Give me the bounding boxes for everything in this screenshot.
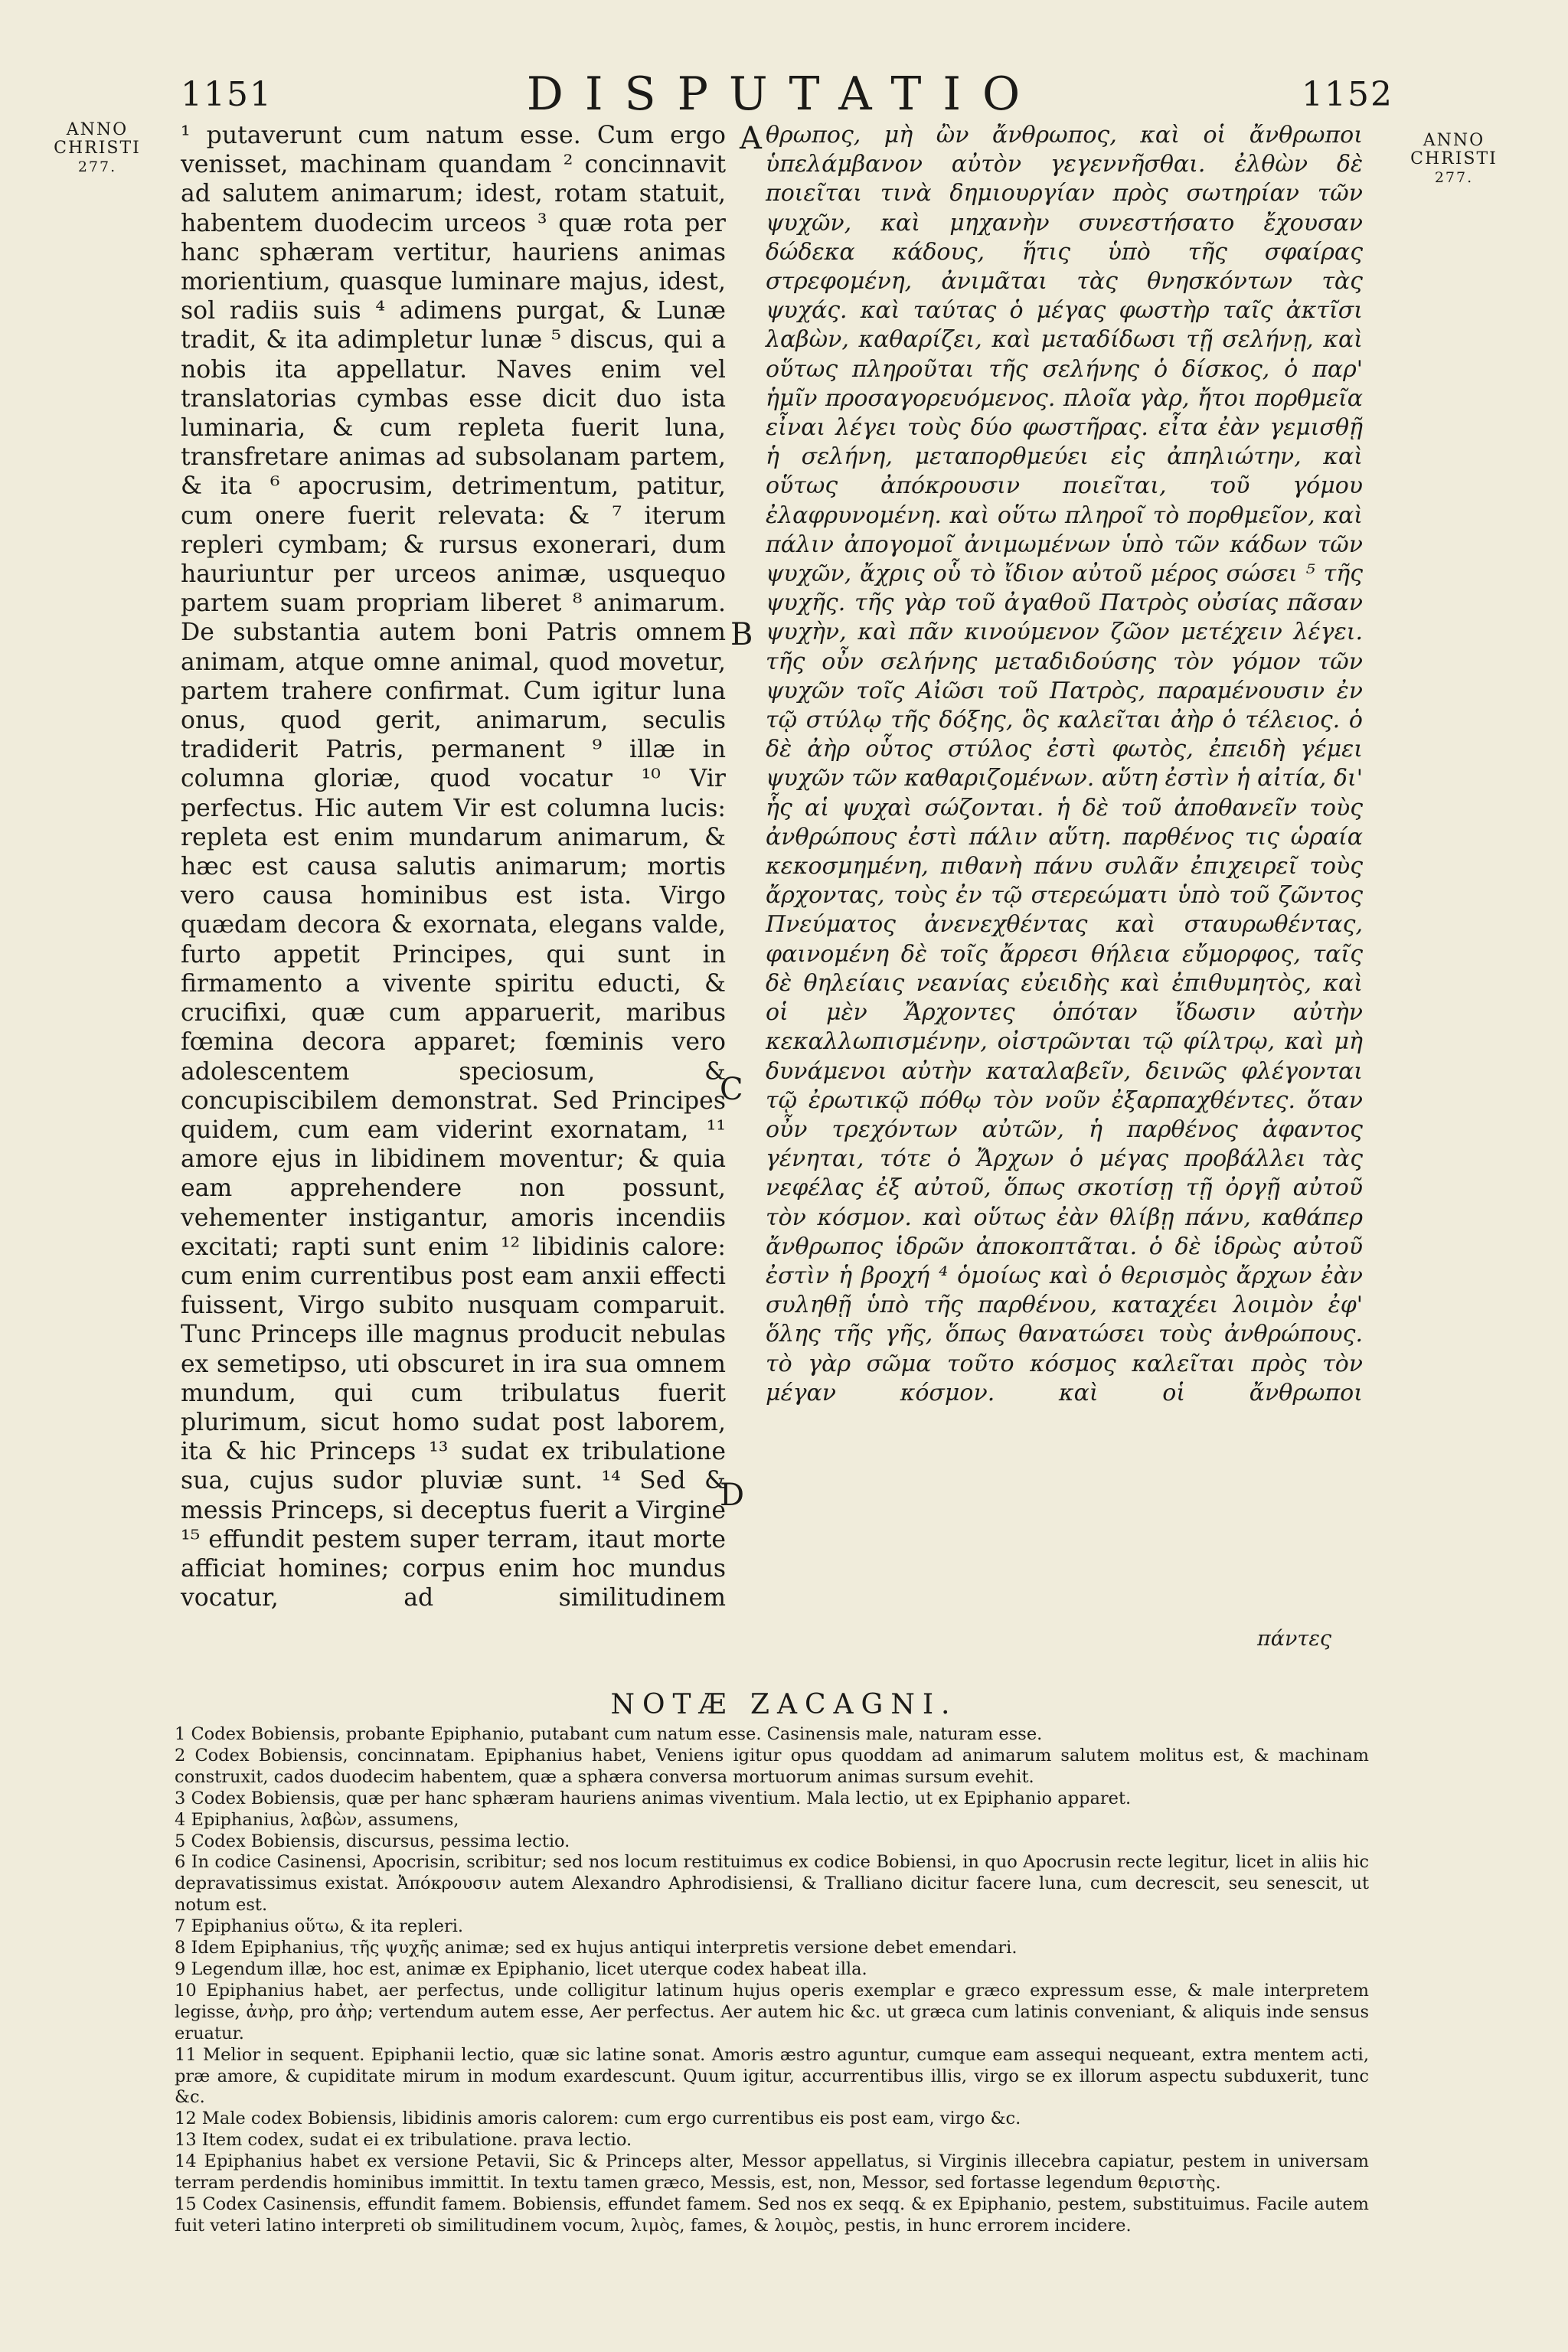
right-page-number: 1152: [1302, 75, 1393, 114]
left-page-number: 1151: [181, 75, 273, 114]
footnote: 11 Melior in sequent. Epiphanii lectio, quæ sic latine sonat. Amoris æstro aguntur, cumque eam assequi nequeant, extra mentem acti, præ amore, & cupiditate mirum in modum exardescunt. Quum igitur, accurrentibus illis, virgo se ex illorum aspectu subduxerit, tunc &c.: [175, 2044, 1369, 2108]
section-mark-c: C: [720, 1072, 743, 1107]
footnote: 10 Epiphanius habet, aer perfectus, unde colligitur latinum hujus operis exemplar e græco expressum esse, & male interpretem legisse, ἀνὴρ, pro ἀὴρ; vertendum autem esse, Aer perfectus. Aer autem hic &c. ut græca cum latinis conveniant, & aliquis inde sensus eruatur.: [175, 1980, 1369, 2043]
margin-anno: ANNO: [66, 120, 129, 139]
margin-year: 277.: [1434, 169, 1474, 186]
greek-text-column: [766, 121, 1363, 1408]
footnote: 6 In codice Casinensi, Apocrisin, scribitur; sed nos locum restituimus ex codice Bobiensi, in quo Apocrusin recte legitur, licet in aliis hic depravatissimus existat. Ἀπόκρουσιν autem Alexandro Aphrodisiensi, & Tralliano dicitur facere luna, cum decrescit, seu senescit, ut notum est.: [175, 1852, 1369, 1916]
left-margin-year-note: [47, 121, 147, 176]
footnote: 9 Legendum illæ, hoc est, animæ ex Epiphanio, licet uterque codex habeat illa.: [175, 1958, 867, 1979]
section-mark-b: B: [730, 617, 753, 652]
footnote: 15 Codex Casinensis, effundit famem. Bobiensis, effundet famem. Sed nos ex seqq. & ex Epiphanio, pestem, substituimus. Facile autem fuit veteri latino interpreti ob similitudinem vocum, λιμὸς, fames, & λοιμὸς, pestis, in hunc errorem incidere.: [175, 2194, 1369, 2236]
right-margin-year-note: [1396, 132, 1511, 187]
greek-paragraph: θρωπος, μὴ ὢν ἄνθρωπος, καὶ οἱ ἄνθρωποι ὑπελάμβανον αὐτὸν γεγεννῆσθαι. ἐλθὼν δὲ ποιεῖται τινὰ δημιουργίαν πρὸς σωτηρίαν τῶν ψυχῶν, καὶ μηχανὴν συνεστήσατο ἔχουσαν δώδεκα κάδους, ἥτις ὑπὸ τῆς σφαίρας στρεφομένη, ἀνιμᾶται τὰς θνησκόντων τὰς ψυχάς. καὶ ταύτας ὁ μέγας φωστὴρ ταῖς ἀκτῖσι λαβὼν, καθαρίζει, καὶ μεταδίδωσι τῇ σελήνῃ, καὶ οὕτως πληροῦται τῆς σελήνης ὁ δίσκος, ὁ παρ' ἡμῖν προσαγορευόμενος. πλοῖα γὰρ, ἤτοι πορθμεῖα εἶναι λέγει τοὺς δύο φωστῆρας. εἶτα ἐὰν γεμισθῇ ἡ σελήνη, μεταπορθμεύει εἰς ἀπηλιώτην, καὶ οὕτως ἀπόκρουσιν ποιεῖται, τοῦ γόμου ἐλαφρυνομένη. καὶ οὕτω πληροῖ τὸ πορθμεῖον, καὶ πάλιν ἀπογομοῖ ἀνιμωμένων ὑπὸ τῶν κάδων τῶν ψυχῶν, ἄχρις οὗ τὸ ἴδιον αὐτοῦ μέρος σώσει ⁵ τῆς ψυχῆς. τῆς γὰρ τοῦ ἀγαθοῦ Πατρὸς οὐσίας πᾶσαν ψυχὴν, καὶ πᾶν κινούμενον ζῶον μετέχειν λέγει. τῆς οὖν σελήνης μεταδιδούσης τὸν γόμον τῶν ψυχῶν τοῖς Αἰῶσι τοῦ Πατρὸς, παραμένουσιν ἐν τῷ στύλῳ τῆς δόξης, ὃς καλεῖται ἀὴρ ὁ τέλειος. ὁ δὲ ἀὴρ οὗτος στύλος ἐστὶ φωτὸς, ἐπειδὴ γέμει ψυχῶν τῶν καθαριζομένων. αὕτη ἐστὶν ἡ αἰτία, δι' ἧς αἱ ψυχαὶ σώζονται. ἡ δὲ τοῦ ἀποθανεῖν τοὺς ἀνθρώπους ἐστὶ πάλιν αὕτη. παρθένος τις ὡραία κεκοσμημένη, πιθανὴ πάνυ συλᾶν ἐπιχειρεῖ τοὺς ἄρχοντας, τοὺς ἐν τῷ στερεώματι ὑπὸ τοῦ ζῶντος Πνεύματος ἀνενεχθέντας καὶ σταυρωθέντας, φαινομένη δὲ τοῖς ἄρρεσι θήλεια εὔμορφος, ταῖς δὲ θηλείαις νεανίας εὐειδὴς καὶ ἐπιθυμητὸς, καὶ οἱ μὲν Ἄρχοντες ὁπόταν ἴδωσιν αὐτὴν κεκαλλωπισμένην, οἰστρῶνται τῷ φίλτρῳ, καὶ μὴ δυνάμενοι αὐτὴν καταλαβεῖν, δεινῶς φλέγονται τῷ ἐρωτικῷ πόθῳ τὸν νοῦν ἐξαρπαχθέντες. ὅταν οὖν τρεχόντων αὐτῶν, ἡ παρθένος ἀφαντος γένηται, τότε ὁ Ἄρχων ὁ μέγας προβάλλει τὰς νεφέλας ἐξ αὐτοῦ, ὅπως σκοτίσῃ τῇ ὀργῇ αὐτοῦ τὸν κόσμον. καὶ οὕτως ἐὰν θλίβῃ πάνυ, καθάπερ ἄνθρωπος ἱδρῶν ἀποκοπτᾶται. ὁ δὲ ἱδρὼς αὐτοῦ ἐστὶν ἡ βροχή ⁴ ὁμοίως καὶ ὁ θερισμὸς ἄρχων ἐὰν συληθῇ ὑπὸ τῆς παρθένου, καταχέει λοιμὸν ἐφ' ὅλης τῆς γῆς, ὅπως θανατώσει τοὺς ἀνθρώπους. τὸ γὰρ σῶμα τοῦτο κόσμος καλεῖται πρὸς τὸν μέγαν κόσμον. καὶ οἱ ἄνθρωποι: [766, 122, 1363, 1406]
margin-anno: ANNO: [1423, 131, 1485, 150]
margin-year: 277.: [77, 158, 117, 175]
section-mark-a: A: [740, 121, 762, 156]
footnote: 13 Item codex, sudat ei ex tribulatione. prava lectio.: [175, 2130, 632, 2151]
footnotes: [175, 1724, 1369, 2237]
margin-christi: CHRISTI: [1410, 149, 1498, 168]
notes-heading: NOTÆ ZACAGNI.: [610, 1689, 958, 1720]
footnote: 7 Epiphanius οὕτω, & ita repleri.: [175, 1916, 464, 1937]
catchword: πάντες: [1257, 1627, 1331, 1651]
section-mark-d: D: [720, 1478, 745, 1513]
footnote: 2 Codex Bobiensis, concinnatam. Epiphanius habet, Veniens igitur opus quoddam ad animarum salutem molitus est, & machinam construxit, cados duodecim habentem, quæ a sphæra conversa mortuorum animas sursum evehit.: [175, 1745, 1369, 1787]
latin-paragraph: ¹ putaverunt cum natum esse. Cum ergo venisset, machinam quandam ² concinnavit ad salutem animarum; idest, rotam statuit, habentem duodecim urceos ³ quæ rota per hanc sphæram vertitur, hauriens animas morientium, quasque luminare majus, idest, sol radiis suis ⁴ adimens purgat, & Lunæ tradit, & ita adimpletur lunæ ⁵ discus, qui a nobis ita appellatur. Naves enim vel translatorias cymbas esse dicit duo ista luminaria, & cum repleta fuerit luna, transfretare animas ad subsolanam partem, & ita ⁶ apocrusim, detrimentum, patitur, cum onere fuerit relevata: & ⁷ iterum repleri cymbam; & rursus exonerari, dum hauriuntur per urceos animæ, usquequo partem suam propriam liberet ⁸ animarum. De substantia autem boni Patris omnem animam, atque omne animal, quod movetur, partem trahere confirmat. Cum igitur luna onus, quod gerit, animarum, seculis tradiderit Patris, permanent ⁹ illæ in columna gloriæ, quod vocatur ¹⁰ Vir perfectus. Hic autem Vir est columna lucis: repleta est enim mundarum animarum, & hæc est causa salutis animarum; mortis vero causa hominibus est ista. Virgo quædam decora & exornata, elegans valde, furto appetit Principes, qui sunt in firmamento a vivente spiritu educti, & crucifixi, quæ cum apparuerit, maribus fœmina decora apparet; fœminis vero adolescentem speciosum, & concupiscibilem demonstrat. Sed Principes quidem, cum eam viderint exornatam, ¹¹ amore ejus in libidinem moventur; & quia eam apprehendere non possunt, vehementer instigantur, amoris incendiis excitati; rapti sunt enim ¹² libidinis calore: cum enim currentibus post eam anxii effecti fuissent, Virgo subito nusquam comparuit. Tunc Princeps ille magnus producit nebulas ex semetipso, uti obscuret in ira sua omnem mundum, qui cum tribulatus fuerit plurimum, sicut homo sudat post laborem, ita & hic Princeps ¹³ sudat ex tribulatione sua, cujus sudor pluviæ sunt. ¹⁴ Sed & messis Princeps, si deceptus fuerit a Virgine ¹⁵ effundit pestem super terram, itaut morte afficiat homines; corpus enim hoc mundus vocatur, ad similitudinem: [181, 122, 726, 1612]
running-title: DISPUTATIO: [526, 67, 1042, 121]
footnote: 4 Epiphanius, λαβὼν, assumens,: [175, 1809, 459, 1830]
footnote: 3 Codex Bobiensis, quæ per hanc sphæram hauriens animas viventium. Mala lectio, ut ex Epiphanio apparet.: [175, 1788, 1132, 1808]
footnote: 14 Epiphanius habet ex versione Petavii, Sic & Princeps alter, Messor appellatus, si Virginis illecebra capiatur, pestem in universam terram perdendis hominibus immittit. In textu tamen græco, Messis, est, non, Messor, sed fortasse legendum θεριστὴς.: [175, 2151, 1369, 2194]
footnote: 1 Codex Bobiensis, probante Epiphanio, putabant cum natum esse. Casinensis male, naturam esse.: [175, 1724, 1043, 1744]
footnote: 12 Male codex Bobiensis, libidinis amoris calorem: cum ergo currentibus eis post eam, virgo &c.: [175, 2109, 1021, 2129]
footnote: 5 Codex Bobiensis, discursus, pessima lectio.: [175, 1831, 570, 1851]
latin-text-column: [181, 121, 726, 1612]
margin-christi: CHRISTI: [54, 139, 141, 158]
footnote: 8 Idem Epiphanius, τῆς ψυχῆς animæ; sed ex hujus antiqui interpretis versione debet emendari.: [175, 1938, 1018, 1958]
